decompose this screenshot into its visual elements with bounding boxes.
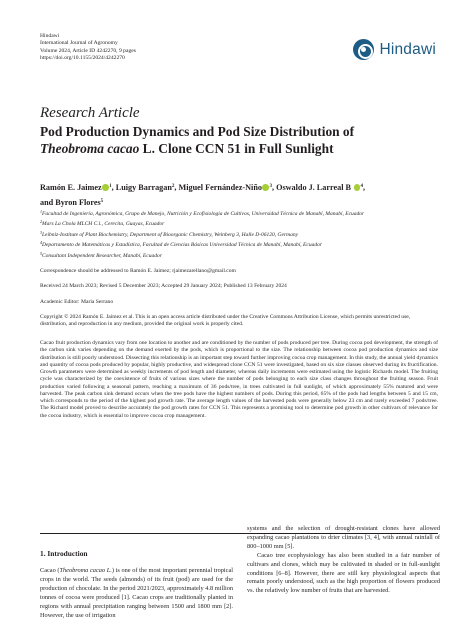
title-species: Theobroma cacao	[40, 140, 140, 156]
article-title	[40, 124, 440, 157]
title-part-2: L. Clone CCN 51 in Full Sunlight	[139, 140, 334, 156]
author-name[interactable]: Oswaldo J. Larreal B	[276, 183, 351, 192]
journal-name: International Journal of Agronomy	[40, 40, 118, 47]
orcid-icon[interactable]	[102, 184, 109, 191]
orcid-icon[interactable]	[354, 184, 361, 191]
logo-text: Hindawi	[379, 40, 436, 58]
academic-editor: Academic Editor: Maria Serrano	[40, 299, 114, 305]
doi-link[interactable]: https://doi.org/10.1155/2024/4242270	[40, 55, 125, 62]
volume-line: Volume 2024, Article ID 4242270, 9 pages	[40, 47, 136, 54]
author-name[interactable]: Miguel Fernández-Niño	[178, 183, 262, 192]
introduction-right-column	[247, 525, 440, 596]
affiliation-item: $^3$Leibniz-Institute of Plant Biochemistry, Department of Bioorganic Chemistry, Weinberg 3, Halle D-06120, Germany	[40, 229, 299, 238]
introduction-heading: 1. Introduction	[40, 549, 88, 558]
author-affiliation-number: 3	[269, 184, 272, 189]
author-name[interactable]: Byron Flores	[55, 197, 101, 207]
affiliation-item: $^2$Mars La Chola MLCH C.l., Cerecita, Guayas, Ecuador	[40, 219, 165, 228]
paragraph: Cacao tree ecophysiology has also been studied in a fair number of cultivars and clones, which may be cultivated in shaded or in full-sunlight conditions [6–8]. However, there are still key physiological aspects that remain poorly understood, such as the high proportion of flowers produced vs. the relatively low number of fruits that are harvested.	[247, 551, 440, 595]
author-affiliation-number: 4	[360, 184, 364, 189]
publisher-line: Hindawi	[40, 33, 60, 39]
paragraph: systems and the selection of drought-resistant clones have allowed expanding cacao plantations to drier climates [3, 4], with annual rainfall of 800–1000 mm [5].	[247, 525, 440, 550]
publisher-logo	[353, 39, 436, 60]
article-type: Research Article	[40, 105, 140, 121]
journal-info	[40, 33, 136, 63]
species-name: Theobroma cacao L.	[59, 567, 112, 574]
hindawi-logo-icon	[353, 39, 374, 60]
author-affiliation-number: 2	[171, 184, 175, 189]
affiliation-item: $^5$Consultant Independent Researcher, Manabí, Ecuador	[40, 250, 162, 259]
author-name[interactable]: Ramón E. Jaimez	[40, 183, 102, 192]
author-affiliation-number: 5	[100, 198, 104, 204]
affiliation-item: $^1$Facultad de Ingeniería, Agronómica, Grupo de Manejo, Nutrición y Ecofisiología de Cultivos, Universidad Técnica de Manabí, Manabí, Ecuador	[40, 209, 365, 217]
abstract: Cacao fruit production dynamics vary from one location to another and are conditioned by the number of pods produced per tree. During cocoa pod development, the strength of the carbon sink varies depending on the demand exerted by the pods, which is proportional to the size. The relationship between cocoa pod production dynamics and size distribution is still poorly understood. Dissecting this relationship is an important step toward further improving cocoa crop management. In this study, the annual yield dynamics and quantity of cocoa pods produced by popular, highly productive, and widespread clone CCN 51 were investigated, based on six size classes observed during its fructification. Growth parameters were determined as weekly increments of pod length and diameter, whereas daily increments were estimated using the logistic Richards model. The fruiting cycle was characterized by the coexistence of fruits of various sizes where the number of pods belonging to each size class changes throughout the fruiting season. Fruit production varied following a seasonal pattern, reaching a maximum of 36 pods/tree, in trees cultivated in full sunlight, of which approximately 55% matured and were harvested. The peak carbon sink demand occurs when the tree pods have the highest numbers of pods. During this period, 65% of the pods had lengths between 5 and 15 cm, which corresponds to the period of the highest pod growth rate. The average length values of the harvested pods were generally below 23 cm and rarely exceeded 7 pods/tree. The Richard model proved to describe accurately the pod growth rates for CCN 51. This represents a promising tool to determine pod growth in other cultivars of relevance for the cocoa industry, which is essential to improve cocoa crop management.	[40, 340, 438, 419]
orcid-icon[interactable]	[262, 184, 269, 191]
title-part-1: Pod Production Dynamics and Pod Size Distribution of	[40, 124, 355, 139]
affiliation-list	[40, 208, 450, 260]
author-affiliation-number: 1	[109, 184, 112, 189]
author-list: Ramón E. Jaimez $^1$, Luigy Barragan$^2$, Miguel Fernández-Niño $^3$, Oswaldo J. Larreal B $^4$, and Byron Flores$^5$	[40, 183, 366, 207]
author-name[interactable]: Luigy Barragan	[115, 183, 172, 192]
copyright-notice: Copyright © 2024 Ramón E. Jaimez et al. This is an open access article distributed under the Creative Commons Attribution License, which permits unrestricted use, distribution, and reproduction in any medium, provided the original work is properly cited.	[40, 314, 411, 328]
correspondence-note: Correspondence should be addressed to Ramón E. Jaimez; rjaimezarellano@gmail.com	[40, 268, 236, 274]
introduction-left-column: Cacao (Theobroma cacao L.) is one of the most important perennial tropical crops in the world. The seeds (almonds) of its fruit (pod) are used for the production of chocolate. In the period 2021/2023, approximately 4.8 million tonnes of cocoa were produced [1]. Cacao crops are traditionally planted in regions with annual precipitation ranging between 1500 and 1800 mm [2]. However, the use of irrigation	[40, 567, 233, 619]
affiliation-item: $^4$Departamento de Matemáticas y Estadística, Facultad de Ciencias Básicas Universidad Técnica de Manabí, Manabí, Ecuador	[40, 240, 322, 249]
publication-dates: Received 24 March 2023; Revised 5 December 2023; Accepted 29 January 2024; Published 13 February 2024	[40, 283, 287, 289]
